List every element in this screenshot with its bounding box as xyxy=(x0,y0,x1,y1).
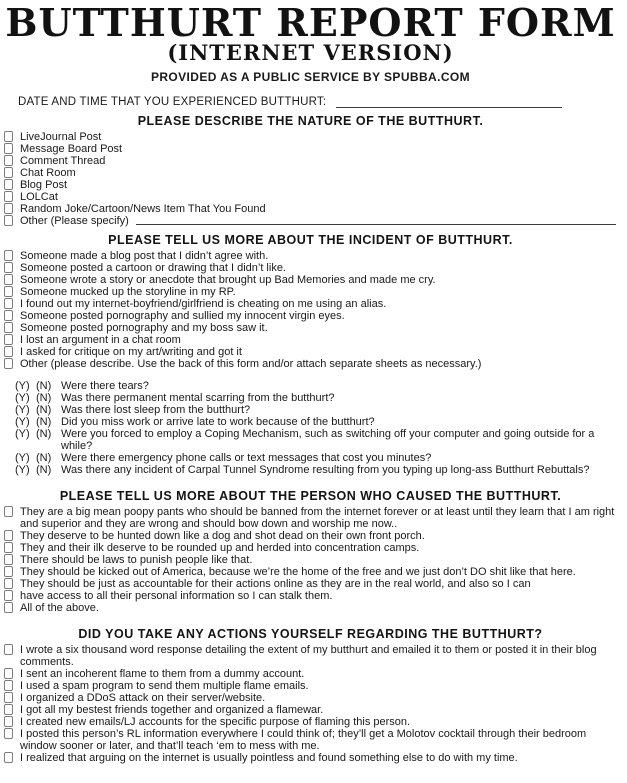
yes-option[interactable]: (Y) xyxy=(15,416,30,428)
checklist-incident xyxy=(3,250,618,370)
checkbox-label: Chat Room xyxy=(20,167,76,179)
section-heading-nature: PLEASE DESCRIBE THE NATURE OF THE BUTTHURT. xyxy=(137,114,484,128)
no-option[interactable]: (N) xyxy=(36,452,52,464)
yes-option[interactable]: (Y) xyxy=(15,464,30,476)
checkbox[interactable] xyxy=(4,566,13,577)
checkbox-label: Blog Post xyxy=(20,179,68,191)
section-heading-person: PLEASE TELL US MORE ABOUT THE PERSON WHO CAUSED THE BUTTHURT. xyxy=(59,489,562,503)
checkbox-label: They and their ilk deserve to be rounded up and herded into concentration camps. xyxy=(20,542,420,554)
checkbox[interactable] xyxy=(4,286,13,297)
checkbox-label: They are a big mean poopy pants who should be banned from the internet forever or at least until they learn that I am right and superior and they are wrong and should bow down and worship me now.. xyxy=(20,506,615,530)
checkbox-option[interactable] xyxy=(3,358,618,370)
yes-option[interactable]: (Y) xyxy=(15,452,30,464)
checkbox-label: I got all my bestest friends together and organized a flamewar. xyxy=(20,704,324,716)
yes-no-question-block xyxy=(3,380,618,476)
checkbox-option[interactable] xyxy=(3,680,618,692)
checkbox-option[interactable] xyxy=(3,692,618,704)
checkbox-option[interactable] xyxy=(3,704,618,716)
yes-no-question xyxy=(3,464,618,476)
checkbox[interactable] xyxy=(4,203,13,214)
checkbox-label: I lost an argument in a chat room xyxy=(20,334,181,346)
checkbox-label: I created new emails/LJ accounts for the specific purpose of flaming this person. xyxy=(20,716,411,728)
checkbox-label: Comment Thread xyxy=(20,155,106,167)
question-text: Was there any incident of Carpal Tunnel Syndrome resulting from you typing up long-ass Butthurt Rebuttals? xyxy=(61,464,590,476)
checkbox-option[interactable] xyxy=(3,542,618,554)
checkbox-label: They should be kicked out of America, because we’re the home of the free and we just don’t DO shit like that here. xyxy=(20,566,576,578)
page-title: BUTTHURT REPORT FORM xyxy=(5,0,616,45)
checkbox[interactable] xyxy=(4,298,13,309)
checkbox-label: I wrote a six thousand word response detailing the extent of my butthurt and emailed it to them or posted it in their blog comments. xyxy=(20,644,597,668)
checkbox-option[interactable] xyxy=(3,506,618,530)
no-option[interactable]: (N) xyxy=(36,416,52,428)
checkbox-label: There should be laws to punish people like that. xyxy=(20,554,253,566)
question-text: Did you miss work or arrive late to work because of the butthurt? xyxy=(61,416,375,428)
section-heading-incident: PLEASE TELL US MORE ABOUT THE INCIDENT OF BUTTHURT. xyxy=(108,233,513,247)
checklist-actions xyxy=(3,644,618,764)
checkbox-option[interactable] xyxy=(3,752,618,764)
checklist-person xyxy=(3,506,618,614)
checkbox-option[interactable] xyxy=(3,590,618,602)
checkbox-label: Someone posted a cartoon or drawing that I didn’t like. xyxy=(20,262,286,274)
checkbox-label: I found out my internet-boyfriend/girlfriend is cheating on me using an alias. xyxy=(20,298,387,310)
checkbox-label: Other (Please specify) xyxy=(20,215,129,227)
question-text: Were there emergency phone calls or text messages that cost you minutes? xyxy=(61,452,432,464)
yes-no-question xyxy=(3,380,618,392)
checkbox-label: Other (please describe. Use the back of this form and/or attach separate sheets as necessary.) xyxy=(20,358,482,370)
checkbox[interactable] xyxy=(4,167,13,178)
checkbox-option[interactable] xyxy=(3,668,618,680)
no-option[interactable]: (N) xyxy=(36,404,52,416)
checkbox[interactable] xyxy=(4,143,13,154)
section-heading-actions: DID YOU TAKE ANY ACTIONS YOURSELF REGARDING THE BUTTHURT? xyxy=(78,627,543,641)
checkbox-label: Someone wrote a story or anecdote that brought up Bad Memories and made me cry. xyxy=(20,274,436,286)
checkbox-label: Message Board Post xyxy=(20,143,123,155)
checkbox-option[interactable] xyxy=(3,298,618,310)
checkbox-option[interactable] xyxy=(3,143,618,155)
checklist-nature xyxy=(3,131,618,227)
page-subtitle: (INTERNET VERSION) xyxy=(167,40,454,65)
checkbox[interactable] xyxy=(4,704,13,715)
checkbox-label: All of the above. xyxy=(20,602,99,614)
yes-option[interactable]: (Y) xyxy=(15,380,30,392)
yes-no-question xyxy=(3,392,618,404)
date-time-row xyxy=(18,96,618,108)
checkbox-label: They should be just as accountable for their actions online as they are in the real world, and also so I can xyxy=(20,578,531,590)
checkbox-label: I sent an incoherent flame to them from a dummy account. xyxy=(20,668,305,680)
checkbox[interactable] xyxy=(4,310,13,321)
checkbox[interactable] xyxy=(4,680,13,691)
checkbox[interactable] xyxy=(4,131,13,142)
yes-no-question xyxy=(3,404,618,416)
yes-option[interactable]: (Y) xyxy=(15,428,30,440)
checkbox-label: I organized a DDoS attack on their server/website. xyxy=(20,692,266,704)
checkbox[interactable] xyxy=(4,728,13,739)
checkbox-option[interactable] xyxy=(3,179,618,191)
checkbox-option[interactable] xyxy=(3,728,618,752)
checkbox[interactable] xyxy=(4,644,13,655)
checkbox[interactable] xyxy=(4,554,13,565)
checkbox[interactable] xyxy=(4,191,13,202)
date-time-blank-field[interactable] xyxy=(336,96,562,108)
checkbox-option[interactable] xyxy=(3,191,618,203)
yes-option[interactable]: (Y) xyxy=(15,404,30,416)
checkbox-option[interactable] xyxy=(3,250,618,262)
checkbox-label: Someone posted pornography and my boss saw it. xyxy=(20,322,268,334)
checkbox-option[interactable] xyxy=(3,203,618,215)
checkbox[interactable] xyxy=(4,530,13,541)
checkbox[interactable] xyxy=(4,506,13,517)
checkbox-option[interactable] xyxy=(3,716,618,728)
checkbox[interactable] xyxy=(4,322,13,333)
question-text: Was there permanent mental scarring from the butthurt? xyxy=(61,392,335,404)
checkbox[interactable] xyxy=(4,346,13,357)
checkbox[interactable] xyxy=(4,334,13,345)
no-option[interactable]: (N) xyxy=(36,428,52,440)
checkbox-option[interactable] xyxy=(3,566,618,578)
checkbox-label: Someone made a blog post that I didn’t agree with. xyxy=(20,250,269,262)
checkbox-option[interactable] xyxy=(3,578,618,590)
no-option[interactable]: (N) xyxy=(36,380,52,392)
no-option[interactable]: (N) xyxy=(36,464,52,476)
checkbox-label: LOLCat xyxy=(20,191,58,203)
checkbox-option[interactable] xyxy=(3,322,618,334)
checkbox[interactable] xyxy=(4,250,13,261)
checkbox-option[interactable] xyxy=(3,554,618,566)
checkbox-option[interactable] xyxy=(3,530,618,542)
checkbox[interactable] xyxy=(4,578,13,589)
checkbox[interactable] xyxy=(4,716,13,727)
checkbox-option[interactable] xyxy=(3,334,618,346)
checkbox-option[interactable] xyxy=(3,310,618,322)
yes-no-question xyxy=(3,452,618,464)
checkbox-option[interactable] xyxy=(3,155,618,167)
checkbox[interactable] xyxy=(4,692,13,703)
checkbox-option[interactable] xyxy=(3,215,618,227)
checkbox-label: They deserve to be hunted down like a dog and shot dead on their own front porch. xyxy=(20,530,425,542)
checkbox-label: I posted this person’s RL information everywhere I could think of; they’ll get a Molotov cocktail through their bedroom window sooner or later, and that’ll teach ‘em to mess with me. xyxy=(20,728,587,752)
checkbox-option[interactable] xyxy=(3,602,618,614)
checkbox-label: I used a spam program to send them multiple flame emails. xyxy=(20,680,309,692)
checkbox-label: Random Joke/Cartoon/News Item That You Found xyxy=(20,203,266,215)
write-in-blank-field[interactable] xyxy=(136,215,616,225)
checkbox[interactable] xyxy=(4,262,13,273)
checkbox[interactable] xyxy=(4,155,13,166)
checkbox-option[interactable] xyxy=(3,262,618,274)
checkbox-option[interactable] xyxy=(3,131,618,143)
checkbox[interactable] xyxy=(4,752,13,763)
checkbox-option[interactable] xyxy=(3,286,618,298)
no-option[interactable]: (N) xyxy=(36,392,52,404)
yes-no-question xyxy=(3,416,618,428)
checkbox-label: Someone posted pornography and sullied my innocent virgin eyes. xyxy=(20,310,345,322)
checkbox-option[interactable] xyxy=(3,346,618,358)
yes-no-question xyxy=(3,428,618,452)
checkbox[interactable] xyxy=(4,358,13,369)
checkbox-label: I asked for critique on my art/writing and got it xyxy=(20,346,242,358)
checkbox-option[interactable] xyxy=(3,274,618,286)
checkbox[interactable] xyxy=(4,179,13,190)
question-text: Were there tears? xyxy=(61,380,149,392)
checkbox-label: Someone mucked up the storyline in my RP. xyxy=(20,286,236,298)
checkbox[interactable] xyxy=(4,590,13,601)
checkbox-label: I realized that arguing on the internet is usually pointless and found something else to do with my time. xyxy=(20,752,518,764)
checkbox-option[interactable] xyxy=(3,644,618,668)
checkbox-option[interactable] xyxy=(3,167,618,179)
tagline: PROVIDED AS A PUBLIC SERVICE BY SPUBBA.COM xyxy=(150,70,471,84)
checkbox[interactable] xyxy=(4,668,13,679)
question-text: Were you forced to employ a Coping Mechanism, such as switching off your computer and going outside for a while? xyxy=(61,428,595,452)
checkbox[interactable] xyxy=(4,274,13,285)
checkbox[interactable] xyxy=(4,215,13,226)
date-time-label: DATE AND TIME THAT YOU EXPERIENCED BUTTHURT: xyxy=(18,96,327,108)
checkbox[interactable] xyxy=(4,542,13,553)
question-text: Was there lost sleep from the butthurt? xyxy=(61,404,251,416)
checkbox-label: have access to all their personal information so I can stalk them. xyxy=(20,590,333,602)
checkbox[interactable] xyxy=(4,602,13,613)
checkbox-label: LiveJournal Post xyxy=(20,131,102,143)
yes-option[interactable]: (Y) xyxy=(15,392,30,404)
